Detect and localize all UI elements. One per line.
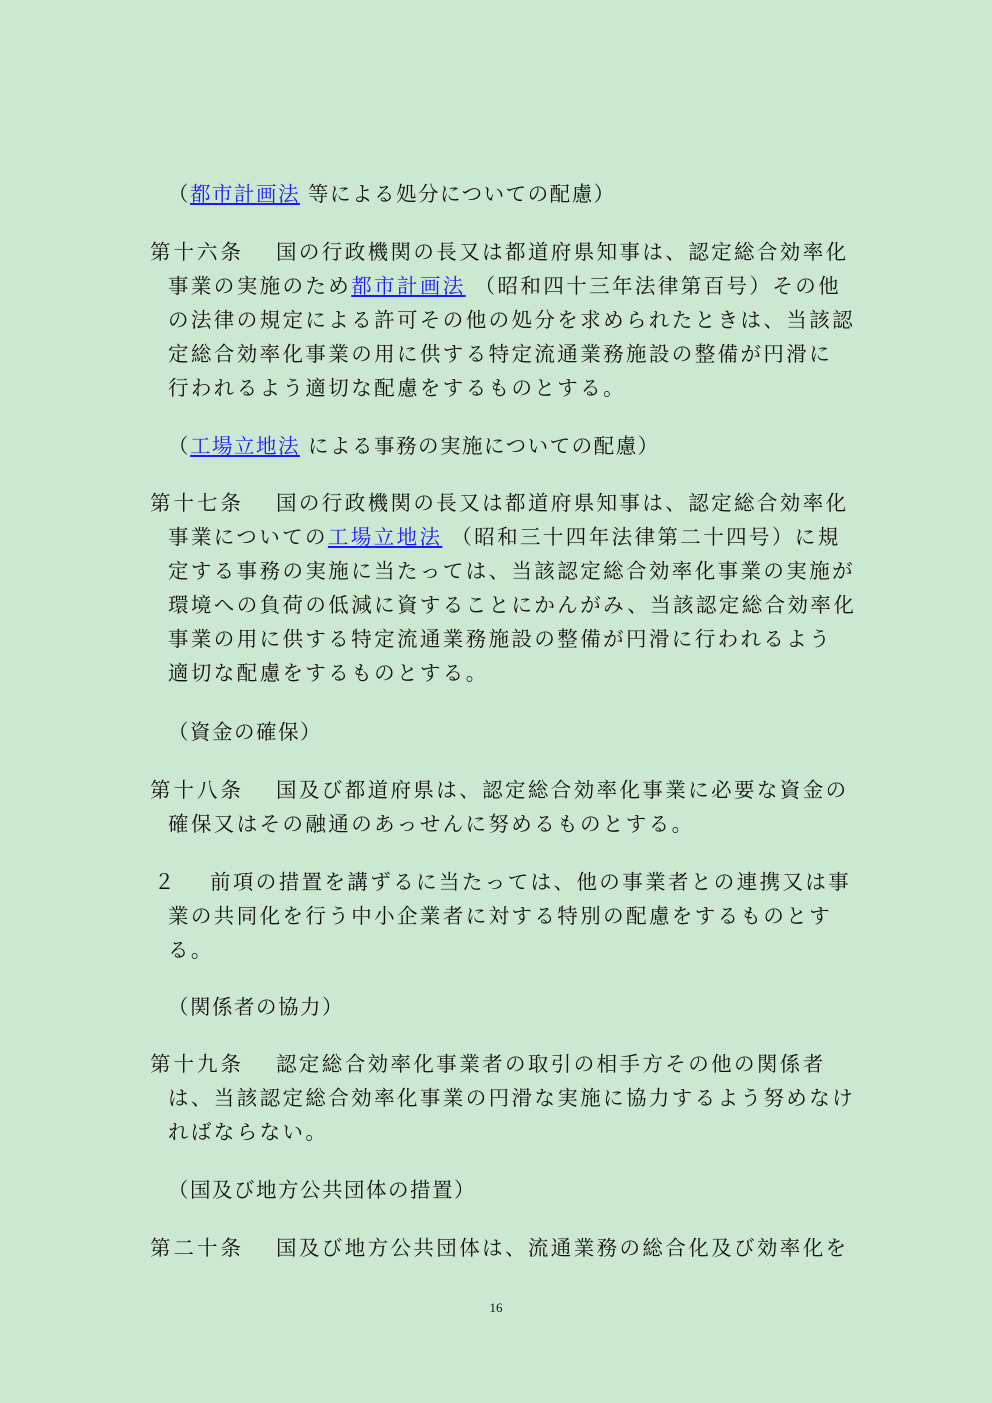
article-text: 確保又はその融通のあっせんに努めるものとする。 — [168, 812, 695, 836]
heading-paren: （ — [168, 182, 190, 206]
article-text: 事業についての — [168, 525, 328, 549]
article-text: 適切な配慮をするものとする。 — [168, 661, 489, 685]
heading-article-19: （関係者の協力） — [168, 995, 344, 1019]
heading-article-18: （資金の確保） — [168, 720, 322, 744]
article-number: 第十八条 — [150, 778, 244, 802]
article-text: 認定総合効率化事業者の取引の相手方その他の関係者 — [276, 1052, 826, 1076]
article-17 — [150, 486, 857, 690]
link-kojo-ritchi-ho-inline[interactable]: 工場立地法 — [327, 525, 443, 549]
article-text: 国の行政機関の長又は都道府県知事は、認定総合効率化 — [276, 240, 849, 264]
paragraph-number: ２ — [154, 870, 177, 894]
article-18-paragraph-2 — [150, 865, 850, 967]
article-text: 業の共同化を行う中小企業者に対する特別の配慮をするものとす — [168, 904, 833, 928]
heading-article-16 — [168, 180, 616, 208]
article-text: 定する事務の実施に当たっては、当該認定総合効率化事業の実施が — [168, 559, 855, 583]
article-text: 行われるよう適切な配慮をするものとする。 — [168, 376, 626, 400]
page-number: 16 — [489, 1300, 503, 1315]
article-text: 前項の措置を講ずるに当たっては、他の事業者との連携又は事 — [210, 870, 852, 894]
article-19 — [150, 1047, 855, 1149]
article-number: 第二十条 — [150, 1236, 244, 1260]
heading-paren: （ — [168, 434, 190, 458]
link-toshi-keikaku-ho-inline[interactable]: 都市計画法 — [351, 274, 466, 298]
link-toshi-keikaku-ho[interactable]: 都市計画法 — [190, 182, 300, 206]
heading-article-20: （国及び地方公共団体の措置） — [168, 1178, 476, 1202]
article-text: 国及び地方公共団体は、流通業務の総合化及び効率化を — [276, 1236, 849, 1260]
article-text: 事業の用に供する特定流通業務施設の整備が円滑に行われるよう — [168, 627, 833, 651]
article-number: 第十九条 — [150, 1052, 244, 1076]
article-number: 第十七条 — [150, 491, 244, 515]
article-20 — [150, 1231, 850, 1265]
article-18 — [150, 773, 850, 841]
link-kojo-ritchi-ho[interactable]: 工場立地法 — [190, 434, 300, 458]
article-text: 国及び都道府県は、認定総合効率化事業に必要な資金の — [276, 778, 849, 802]
article-number: 第十六条 — [150, 240, 244, 264]
heading-article-17 — [168, 432, 660, 460]
article-text: 国の行政機関の長又は都道府県知事は、認定総合効率化 — [276, 491, 849, 515]
heading-text: 等による処分についての配慮） — [300, 182, 616, 206]
article-text: 環境への負荷の低減に資することにかんがみ、当該認定総合効率化 — [168, 593, 857, 617]
article-text: ればならない。 — [168, 1120, 329, 1144]
article-text: る。 — [168, 938, 214, 962]
article-text: は、当該認定総合効率化事業の円滑な実施に協力するよう努めなけ — [168, 1086, 855, 1110]
article-text: 事業の実施のため — [168, 274, 352, 298]
heading-text: による事務の実施についての配慮） — [300, 434, 660, 458]
article-text: 定総合効率化事業の用に供する特定流通業務施設の整備が円滑に — [168, 342, 833, 366]
article-text: の法律の規定による許可その他の処分を求められたときは、当該認 — [168, 308, 855, 332]
article-text: （昭和四十三年法律第百号）その他 — [465, 274, 842, 298]
article-text: （昭和三十四年法律第二十四号）に規 — [442, 525, 841, 549]
article-16 — [150, 235, 855, 405]
